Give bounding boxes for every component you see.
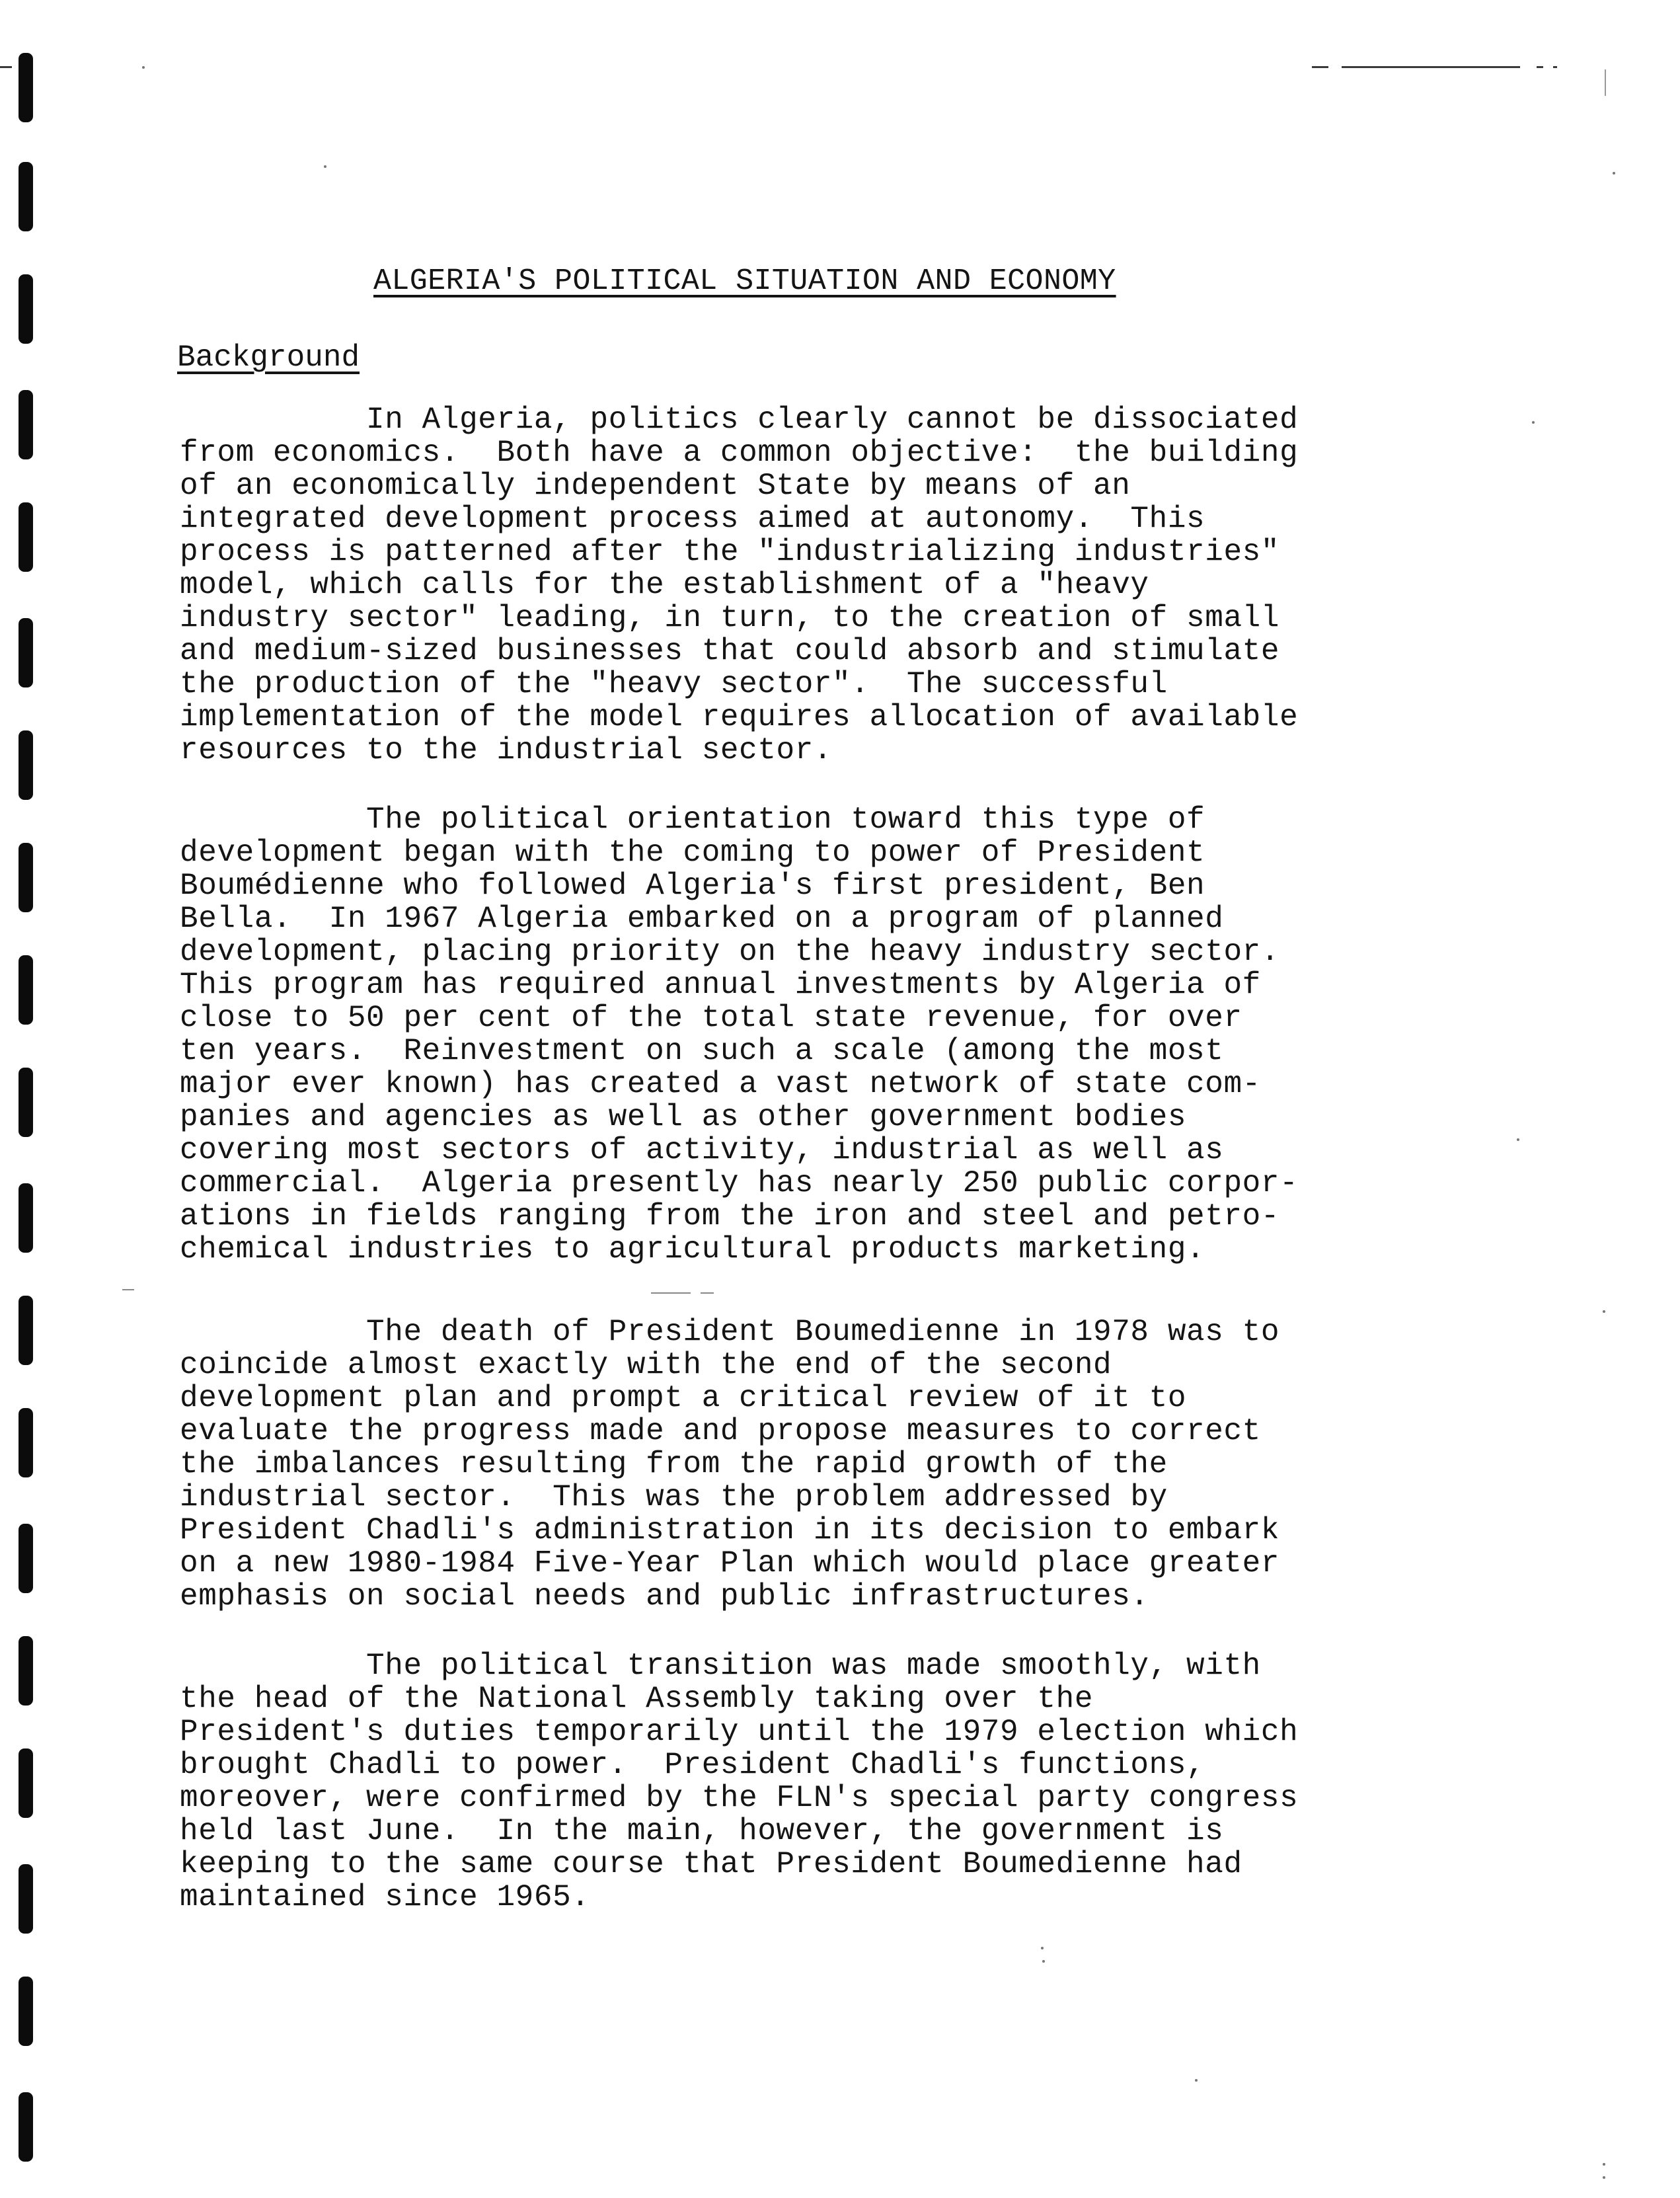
paragraph-1 [180, 403, 1298, 767]
text-line: chemical industries to agricultural products marketing. [180, 1232, 1205, 1267]
scan-dot [1532, 421, 1535, 424]
text-line: evaluate the progress made and propose measures to correct [180, 1414, 1261, 1448]
scan-dot [142, 66, 145, 69]
scan-mark [1342, 66, 1520, 68]
text-line: President's duties temporarily until the 1979 election which [180, 1715, 1299, 1749]
scan-mark [1312, 66, 1328, 68]
binding-hole [19, 390, 33, 459]
text-line: resources to the industrial sector. [180, 733, 833, 767]
binding-hole [19, 1524, 33, 1593]
scan-dot [1041, 1947, 1044, 1949]
binding-hole [19, 730, 33, 800]
text-line: Boumédienne who followed Algeria's first president, Ben [180, 869, 1205, 903]
scan-mark [1605, 69, 1606, 96]
text-line: held last June. In the main, however, the government is [180, 1814, 1224, 1848]
paragraph-3 [180, 1315, 1279, 1613]
text-line: ten years. Reinvestment on such a scale (among the most [180, 1034, 1224, 1068]
text-line: covering most sectors of activity, industrial as well as [180, 1133, 1224, 1167]
text-line: process is patterned after the "industrializing industries" [180, 535, 1280, 569]
text-line: from economics. Both have a common objective: the building [180, 436, 1299, 470]
text-line: major ever known) has created a vast network of state com- [180, 1067, 1261, 1101]
scan-dot [1613, 172, 1615, 175]
scan-mark [1553, 66, 1557, 68]
paragraph-4 [180, 1649, 1298, 1914]
text-line: development began with the coming to power of President [180, 836, 1205, 870]
text-line: the production of the "heavy sector". The successful [180, 667, 1168, 701]
text-line: moreover, were confirmed by the FLN's special party congress [180, 1781, 1299, 1815]
binding-hole [19, 502, 33, 572]
text-line: brought Chadli to power. President Chadli's functions, [180, 1748, 1205, 1782]
text-line: the head of the National Assembly taking over the [180, 1682, 1094, 1716]
scan-dot [1603, 1310, 1605, 1313]
text-line: maintained since 1965. [180, 1880, 590, 1914]
text-line: The political orientation toward this type of [180, 803, 1205, 837]
text-line: This program has required annual investments by Algeria of [180, 968, 1261, 1002]
binding-hole [19, 274, 33, 344]
binding-hole [19, 1748, 33, 1818]
binding-hole [19, 1864, 33, 1934]
text-line: coincide almost exactly with the end of the second [180, 1348, 1112, 1382]
scan-dot [1603, 2163, 1605, 2166]
binding-hole [19, 1068, 33, 1137]
binding-hole [19, 2092, 33, 2162]
scan-dot [1195, 2079, 1198, 2082]
text-line: commercial. Algeria presently has nearly 250 public corpor- [180, 1166, 1299, 1200]
text-line: close to 50 per cent of the total state revenue, for over [180, 1001, 1242, 1035]
scan-mark [651, 1292, 691, 1294]
scan-dot [1042, 1960, 1045, 1963]
scan-dot [1517, 1138, 1519, 1141]
binding-hole [19, 53, 33, 122]
text-line: model, which calls for the establishment of a "heavy [180, 568, 1149, 602]
text-line: on a new 1980-1984 Five-Year Plan which would place greater [180, 1546, 1280, 1581]
text-line: ations in fields ranging from the iron and steel and petro- [180, 1199, 1280, 1234]
binding-hole [19, 618, 33, 687]
text-line: industry sector" leading, in turn, to the creation of small [180, 601, 1280, 635]
scan-dot [324, 165, 326, 168]
text-line: Bella. In 1967 Algeria embarked on a program of planned [180, 902, 1224, 936]
binding-hole [19, 955, 33, 1025]
text-line: of an economically independent State by means of an [180, 469, 1131, 503]
text-line: In Algeria, politics clearly cannot be dissociated [180, 403, 1299, 437]
text-line: development plan and prompt a critical review of it to [180, 1381, 1187, 1415]
text-line: the imbalances resulting from the rapid growth of the [180, 1447, 1168, 1481]
scan-mark [701, 1292, 714, 1294]
section-heading: Background [177, 340, 360, 375]
binding-hole [19, 843, 33, 912]
scan-mark [122, 1289, 134, 1290]
text-line: The political transition was made smoothly, with [180, 1649, 1261, 1683]
binding-hole [19, 1636, 33, 1706]
binding-hole [19, 1408, 33, 1477]
text-line: panies and agencies as well as other government bodies [180, 1100, 1187, 1134]
text-line: The death of President Boumedienne in 1978 was to [180, 1315, 1280, 1349]
paragraph-2 [180, 803, 1298, 1266]
text-line: industrial sector. This was the problem addressed by [180, 1480, 1168, 1514]
binding-hole [19, 1296, 33, 1365]
text-line: integrated development process aimed at autonomy. This [180, 502, 1205, 536]
binding-hole [19, 1183, 33, 1253]
text-line: emphasis on social needs and public infrastructures. [180, 1579, 1149, 1614]
text-line: implementation of the model requires allocation of available [180, 700, 1299, 734]
document-title: ALGERIA'S POLITICAL SITUATION AND ECONOMY [373, 264, 1116, 298]
scan-mark [1537, 66, 1543, 68]
text-line: development, placing priority on the heavy industry sector. [180, 935, 1280, 969]
binding-hole [19, 162, 33, 231]
text-line: keeping to the same course that President Boumedienne had [180, 1847, 1242, 1881]
scan-dot [1603, 2176, 1605, 2179]
text-line: President Chadli's administration in its decision to embark [180, 1513, 1280, 1548]
binding-hole [19, 1977, 33, 2046]
text-line: and medium-sized businesses that could absorb and stimulate [180, 634, 1280, 668]
scan-mark [0, 66, 12, 68]
